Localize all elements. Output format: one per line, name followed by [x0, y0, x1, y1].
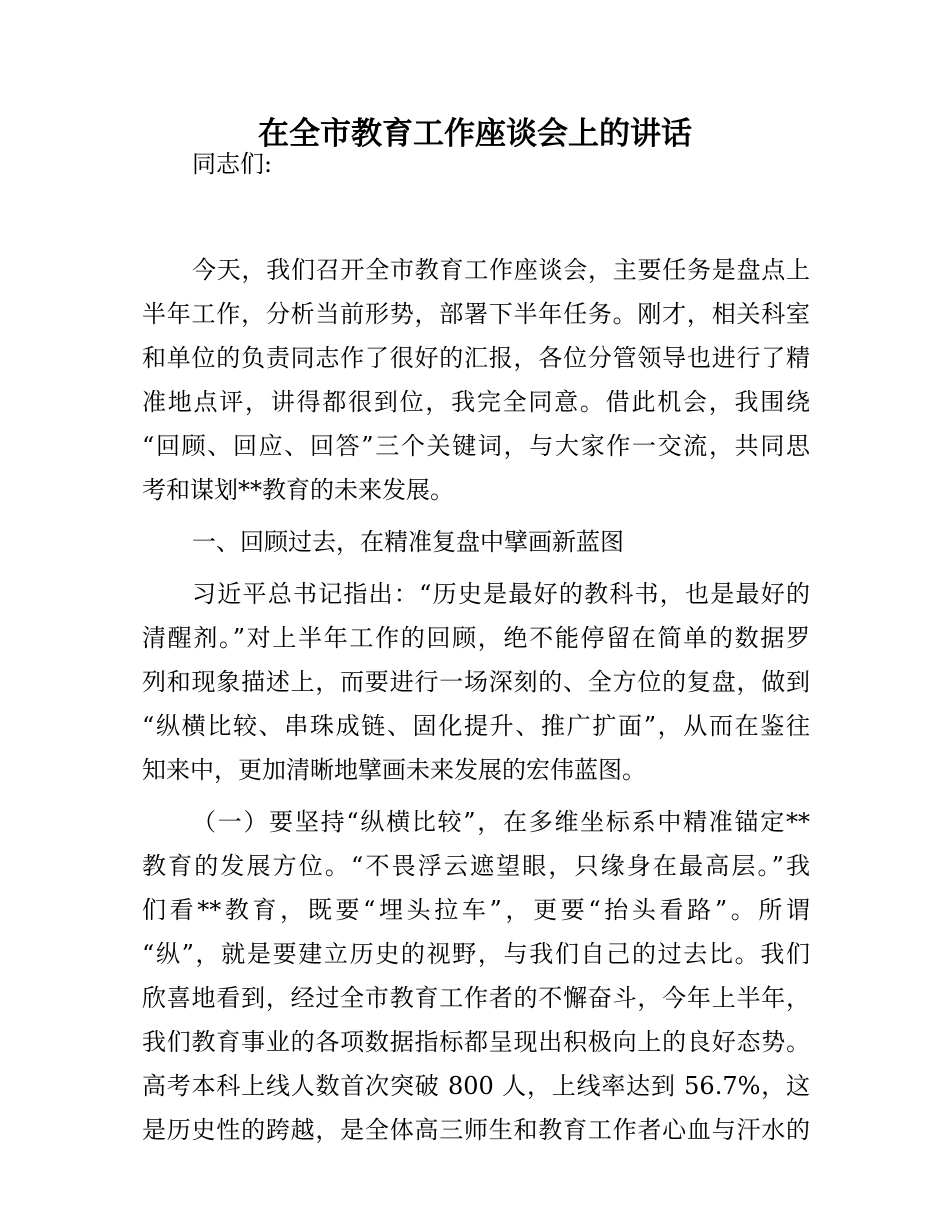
document-title: 在全市教育工作座谈会上的讲话	[258, 116, 692, 152]
paragraph-line: 知来中，更加清晰地擘画未来发展的宏伟蓝图。	[142, 756, 646, 784]
paragraph-line: 考和谋划**教育的未来发展。	[142, 476, 454, 504]
paragraph-line: （一）要坚持“纵横比较”，在多维坐标系中精准锚定**	[192, 808, 810, 836]
paragraph-line: 半年工作，分析当前形势，部署下半年任务。刚才，相关科室	[142, 300, 810, 328]
paragraph-line: 们看**教育，既要“埋头拉车”，更要“抬头看路”。所谓	[142, 896, 810, 924]
paragraph-line: 教育的发展方位。“不畏浮云遮望眼，只缘身在最高层。”我	[142, 852, 810, 880]
paragraph-line: 高考本科上线人数首次突破 800 人，上线率达到 56.7%，这	[142, 1072, 810, 1100]
paragraph-line: 列和现象描述上，而要进行一场深刻的、全方位的复盘，做到	[142, 668, 810, 696]
section-heading: 一、回顾过去，在精准复盘中擘画新蓝图	[192, 528, 624, 556]
paragraph-line: 和单位的负责同志作了很好的汇报，各位分管领导也进行了精	[142, 344, 810, 372]
paragraph-line: 清醒剂。”对上半年工作的回顾，绝不能停留在简单的数据罗	[142, 624, 810, 652]
paragraph-line: 习近平总书记指出：“历史是最好的教科书，也是最好的	[192, 580, 810, 608]
paragraph-line: 是历史性的跨越，是全体高三师生和教育工作者心血与汗水的	[142, 1116, 810, 1144]
paragraph-line: 欣喜地看到，经过全市教育工作者的不懈奋斗，今年上半年，	[142, 984, 810, 1012]
paragraph-line: “纵横比较、串珠成链、固化提升、推广扩面”，从而在鉴往	[142, 712, 810, 740]
paragraph-line: “纵”，就是要建立历史的视野，与我们自己的过去比。我们	[142, 940, 810, 968]
paragraph-line: “回顾、回应、回答”三个关键词，与大家作一交流，共同思	[142, 432, 810, 460]
paragraph-line: 我们教育事业的各项数据指标都呈现出积极向上的良好态势。	[142, 1028, 810, 1056]
salutation: 同志们:	[192, 150, 273, 178]
paragraph-line: 准地点评，讲得都很到位，我完全同意。借此机会，我围绕	[142, 388, 810, 416]
paragraph-line: 今天，我们召开全市教育工作座谈会，主要任务是盘点上	[192, 256, 810, 284]
